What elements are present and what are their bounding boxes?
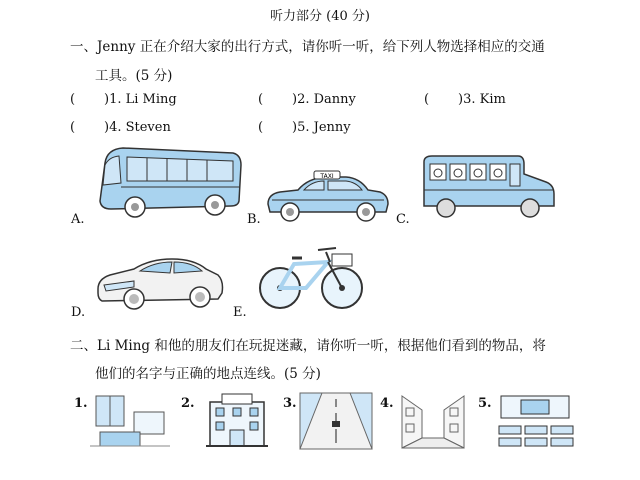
car-icon (94, 253, 226, 311)
bus-icon (95, 143, 245, 221)
answer-item-5: ( )5. Jenny (258, 120, 351, 135)
page-title: 听力部分 (40 分) (270, 9, 370, 24)
section1-instruction-cont: 工具。(5 分) (95, 68, 173, 84)
street-icon (398, 392, 468, 450)
bedroom-icon (90, 392, 170, 450)
picture-label-3: 3. (283, 396, 297, 411)
bicycle-icon (256, 240, 366, 312)
option-c-label: C. (396, 212, 410, 227)
option-e-label: E. (233, 305, 247, 320)
option-b-label: B. (247, 212, 261, 227)
section2-instruction-cont: 他们的名字与正确的地点连线。(5 分) (95, 366, 321, 382)
road-icon (300, 393, 372, 449)
picture-label-4: 4. (380, 396, 394, 411)
picture-label-5: 5. (478, 396, 492, 411)
building-icon (204, 392, 270, 448)
taxi-sign: TAXI (320, 173, 334, 180)
section2-instruction: 二、Li Ming 和他的朋友们在玩捉迷藏，请你听一听，根据他们看到的物品，将 (70, 338, 546, 354)
picture-label-1: 1. (74, 396, 88, 411)
answer-item-1: ( )1. Li Ming (70, 92, 177, 107)
classroom-icon (495, 392, 575, 450)
section1-instruction: 一、Jenny 正在介绍大家的出行方式，请你听一听，给下列人物选择相应的交通 (70, 39, 545, 55)
answer-item-3: ( )3. Kim (424, 92, 506, 107)
school-bus-icon (418, 152, 558, 224)
taxi-icon (262, 168, 392, 224)
picture-label-2: 2. (181, 396, 195, 411)
answer-item-2: ( )2. Danny (258, 92, 356, 107)
option-a-label: A. (71, 212, 85, 227)
option-d-label: D. (71, 305, 86, 320)
answer-item-4: ( )4. Steven (70, 120, 171, 135)
